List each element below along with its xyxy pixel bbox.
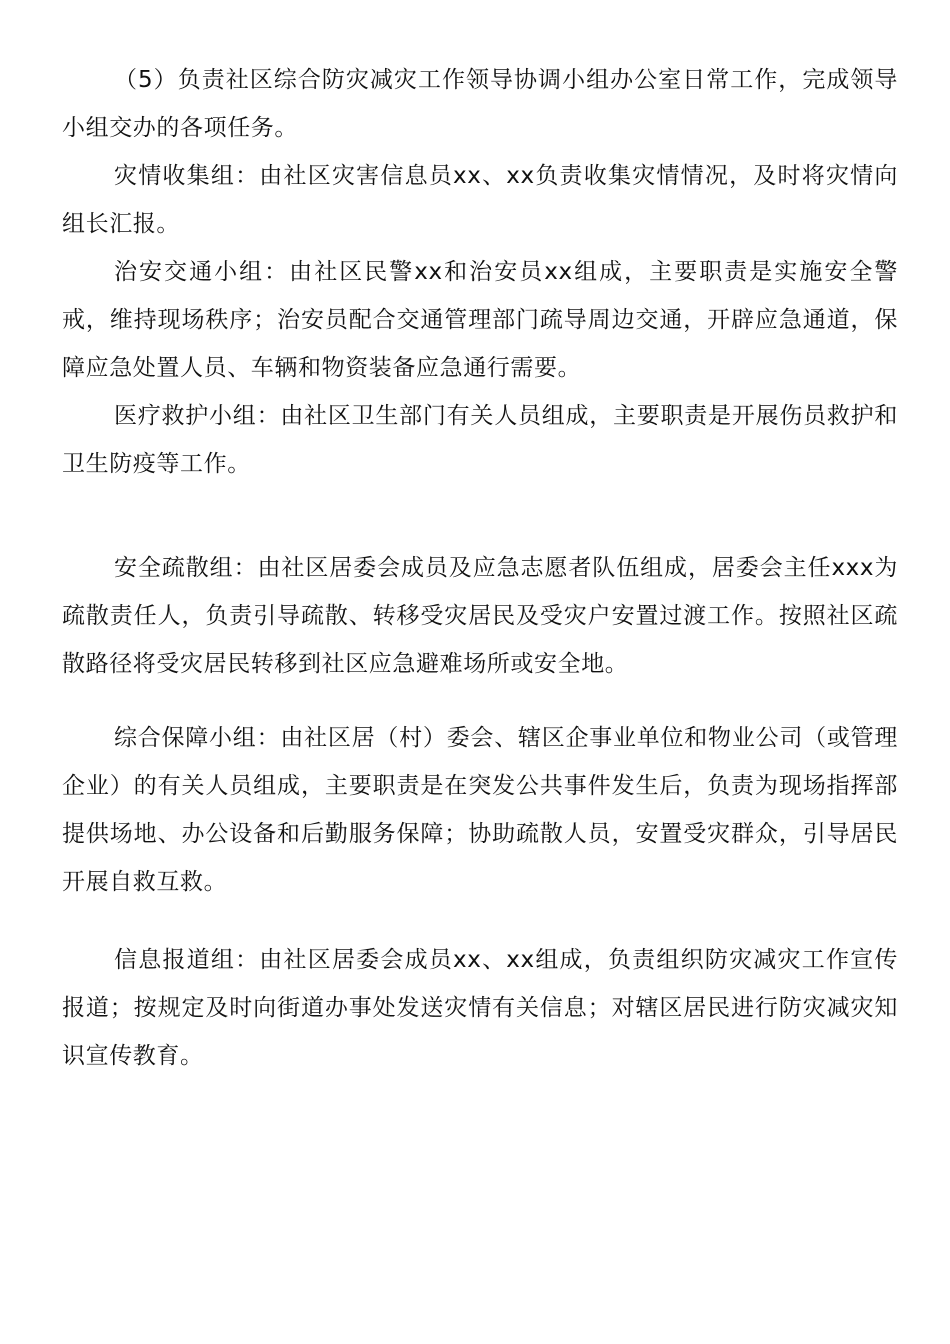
paragraph-disaster-info-group: 灾情收集组：由社区灾害信息员xx、xx负责收集灾情情况，及时将灾情向组长汇报。 xyxy=(62,163,898,237)
paragraph-medical-rescue-group: 医疗救护小组：由社区卫生部门有关人员组成，主要职责是开展伤员救护和卫生防疫等工作。 xyxy=(62,403,898,477)
paragraph-evacuation-group: 安全疏散组：由社区居委会成员及应急志愿者队伍组成，居委会主任xxx为疏散责任人，负责引导疏散、转移受灾居民及受灾户安置过渡工作。按照社区疏散路径将受灾居民转移到社区应急避难场所或安全地。 xyxy=(62,555,898,677)
paragraph-office-duties: （5）负责社区综合防灾减灾工作领导协调小组办公室日常工作，完成领导小组交办的各项任务。 xyxy=(62,67,898,141)
paragraph-logistics-group: 综合保障小组：由社区居（村）委会、辖区企事业单位和物业公司（或管理企业）的有关人员组成，主要职责是在突发公共事件发生后，负责为现场指挥部提供场地、办公设备和后勤服务保障；协助疏散人员，安置受灾群众，引导居民开展自救互救。 xyxy=(62,725,898,895)
paragraph-information-report-group: 信息报道组：由社区居委会成员xx、xx组成，负责组织防灾减灾工作宣传报道；按规定及时向街道办事处发送灾情有关信息；对辖区居民进行防灾减灾知识宣传教育。 xyxy=(62,947,898,1069)
paragraph-security-traffic-group: 治安交通小组：由社区民警xx和治安员xx组成，主要职责是实施安全警戒，维持现场秩序；治安员配合交通管理部门疏导周边交通，开辟应急通道，保障应急处置人员、车辆和物资装备应急通行需要。 xyxy=(62,259,898,381)
